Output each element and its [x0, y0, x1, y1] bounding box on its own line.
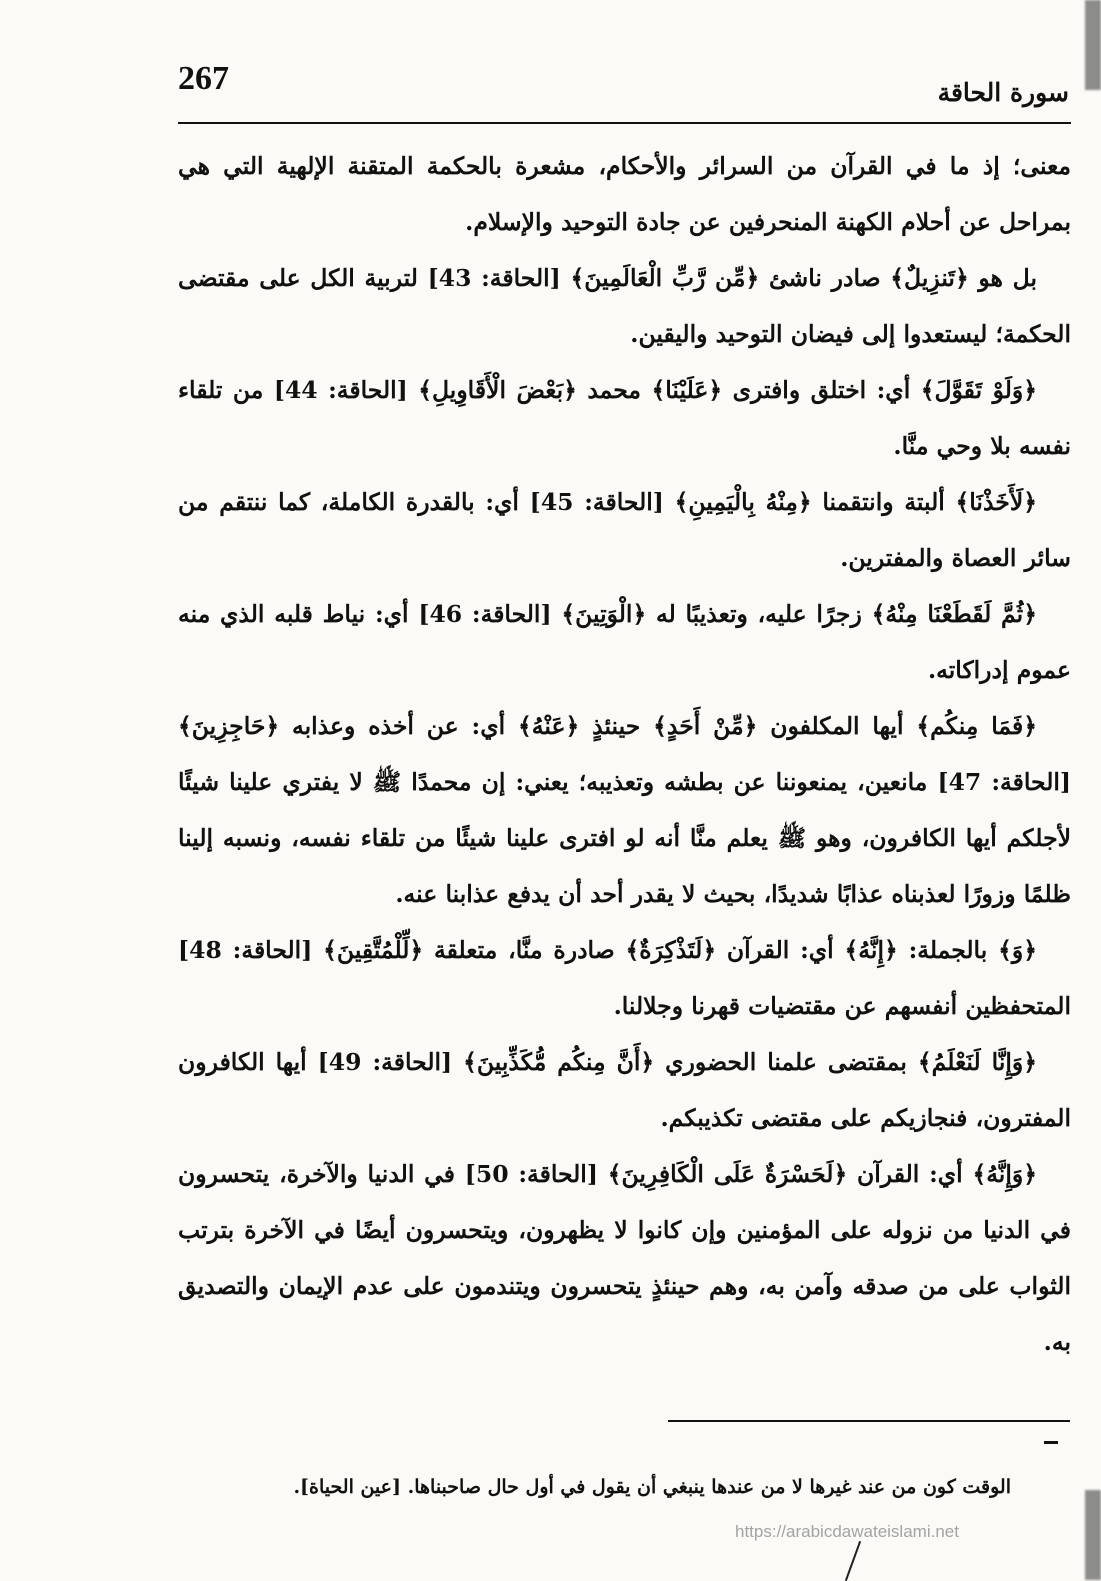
paragraph: معنى؛ إذ ما في القرآن من السرائر والأحكام، مشعرة بالحكمة المتقنة الإلهية التي هي بمراحل عن أحلام الكهنة المنحرفين عن جادة التوحيد والإسلام. — [178, 152, 1071, 236]
paragraph: ﴿ثُمَّ لَقَطَعْنَا مِنْهُ﴾ زجرًا عليه، وتعذيبًا له ﴿الْوَتِينَ﴾ [الحاقة: 46] أي: نياط قلبه الذي منه عموم إدراكاته. — [178, 600, 1071, 684]
watermark-url: https://arabicdawateislami.net — [735, 1522, 959, 1541]
page-number: 267 — [178, 60, 229, 97]
scan-edge-speckle-top — [1085, 0, 1101, 90]
footnote: الوقت كون من عند غيرها لا من عندها ينبغي أن يقول في أول حال صاحبناها. [عين الحياة]. — [293, 1476, 1011, 1498]
main-text — [178, 138, 1071, 1370]
paragraph: ﴿فَمَا مِنكُم﴾ أيها المكلفون ﴿مِّنْ أَحَدٍ﴾ حينئذٍ ﴿عَنْهُ﴾ أي: عن أخذه وعذابه ﴿حَاجِزِينَ﴾ [الحاقة: 47] مانعين، يمنعوننا عن بطشه وتعذيبه؛ يعني: إن محمدًا ﷺ لا يفتري علينا شيئًا لأجلكم أيها الكافرون، وهو ﷺ يعلم منَّا أنه لو افترى علينا شيئًا من تلقاء نفسه، ونسبه إلينا ظلمًا وزورًا لعذبناه عذابًا شديدًا، بحيث لا يقدر أحد أن يدفع عذابنا عنه. — [178, 712, 1071, 908]
paragraph: ﴿وَإِنَّا لَنَعْلَمُ﴾ بمقتضى علمنا الحضوري ﴿أَنَّ مِنكُم مُّكَذِّبِينَ﴾ [الحاقة: 49] أيها الكافرون المفترون، فنجازيكم على مقتضى تكذيبكم. — [178, 1048, 1071, 1132]
paragraph: بل هو ﴿تَنزِيلٌ﴾ صادر ناشئ ﴿مِّن رَّبِّ الْعَالَمِينَ﴾ [الحاقة: 43] لتربية الكل على مقتضى الحكمة؛ ليستعدوا إلى فيضان التوحيد واليقين. — [178, 264, 1071, 348]
paragraph: ﴿وَ﴾ بالجملة: ﴿إِنَّهُ﴾ أي: القرآن ﴿لَتَذْكِرَةٌ﴾ صادرة منَّا، متعلقة ﴿لِّلْمُتَّقِينَ﴾ [الحاقة: 48] المتحفظين أنفسهم عن مقتضيات قهرنا وجلالنا. — [178, 936, 1071, 1020]
paragraph: ﴿وَلَوْ تَقَوَّلَ﴾ أي: اختلق وافترى ﴿عَلَيْنَا﴾ محمد ﴿بَعْضَ الْأَقَاوِيلِ﴾ [الحاقة: 44] من تلقاء نفسه بلا وحي منَّا. — [178, 376, 1071, 460]
paragraph: ﴿وَإِنَّهُ﴾ أي: القرآن ﴿لَحَسْرَةٌ عَلَى الْكَافِرِينَ﴾ [الحاقة: 50] في الدنيا والآخرة، يتحسرون في الدنيا من نزوله على المؤمنين وإن كانوا لا يظهرون، ويتحسرون أيضًا في الآخرة بترتب الثواب على من صدقه وآمن به، وهم حينئذٍ يتحسرون ويتندمون على عدم الإيمان والتصديق به. — [178, 1160, 1071, 1356]
surah-title: سورة الحاقة — [937, 78, 1069, 107]
footnote-dash — [1044, 1441, 1058, 1444]
footnote-rule — [668, 1420, 1070, 1422]
paragraph: ﴿لَأَخَذْنَا﴾ ألبتة وانتقمنا ﴿مِنْهُ بِالْيَمِينِ﴾ [الحاقة: 45] أي: بالقدرة الكاملة، كما ننتقم من سائر العصاة والمفترين. — [178, 488, 1071, 572]
header-rule — [178, 122, 1071, 124]
scan-edge-speckle-bottom — [1085, 1490, 1101, 1580]
scan-mark — [845, 1541, 861, 1581]
